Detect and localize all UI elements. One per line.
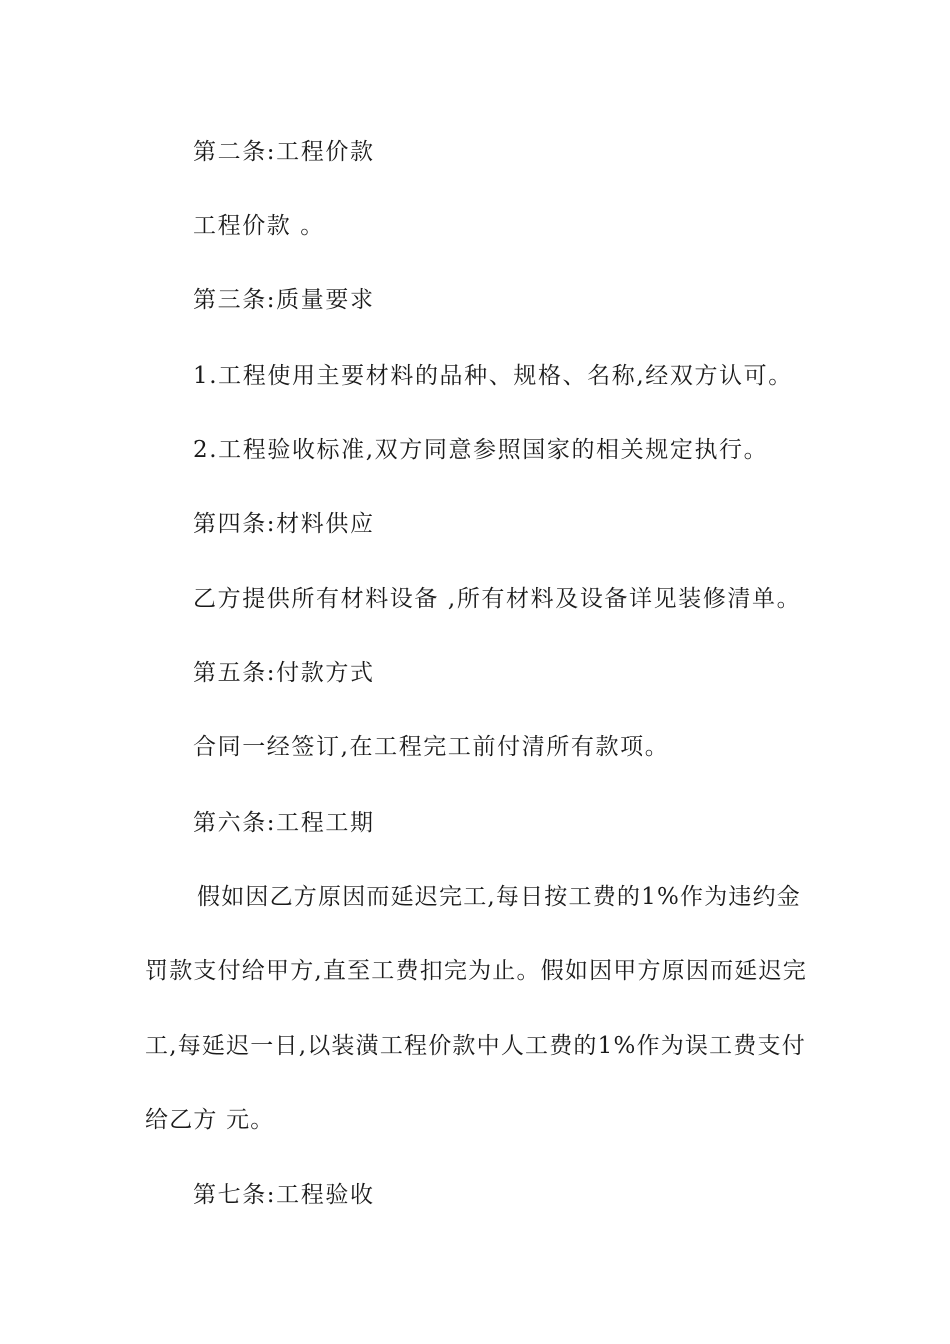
schedule-paragraph-line-1: 假如因乙方原因而延迟完工,每日按工费的1%作为违约金 — [197, 884, 801, 910]
schedule-paragraph-line-3: 工,每延迟一日,以装潢工程价款中人工费的1%作为误工费支付 — [145, 1033, 806, 1059]
article-7-heading: 第七条:工程验收 — [193, 1182, 375, 1208]
schedule-paragraph-line-4: 给乙方 元。 — [145, 1107, 275, 1133]
article-4-heading: 第四条:材料供应 — [193, 511, 375, 537]
quality-item-1: 1.工程使用主要材料的品种、规格、名称,经双方认可。 — [193, 363, 793, 389]
project-price-text: 工程价款 。 — [193, 213, 325, 239]
article-6-heading: 第六条:工程工期 — [193, 810, 375, 836]
article-2-heading: 第二条:工程价款 — [193, 139, 375, 165]
article-5-heading: 第五条:付款方式 — [193, 660, 375, 686]
quality-item-2: 2.工程验收标准,双方同意参照国家的相关规定执行。 — [193, 437, 769, 463]
schedule-paragraph-line-2: 罚款支付给甲方,直至工费扣完为止。假如因甲方原因而延迟完 — [145, 958, 807, 984]
material-supply-text: 乙方提供所有材料设备 ,所有材料及设备详见装修清单。 — [193, 586, 802, 612]
article-3-heading: 第三条:质量要求 — [193, 287, 375, 313]
payment-text: 合同一经签订,在工程完工前付清所有款项。 — [193, 734, 670, 760]
